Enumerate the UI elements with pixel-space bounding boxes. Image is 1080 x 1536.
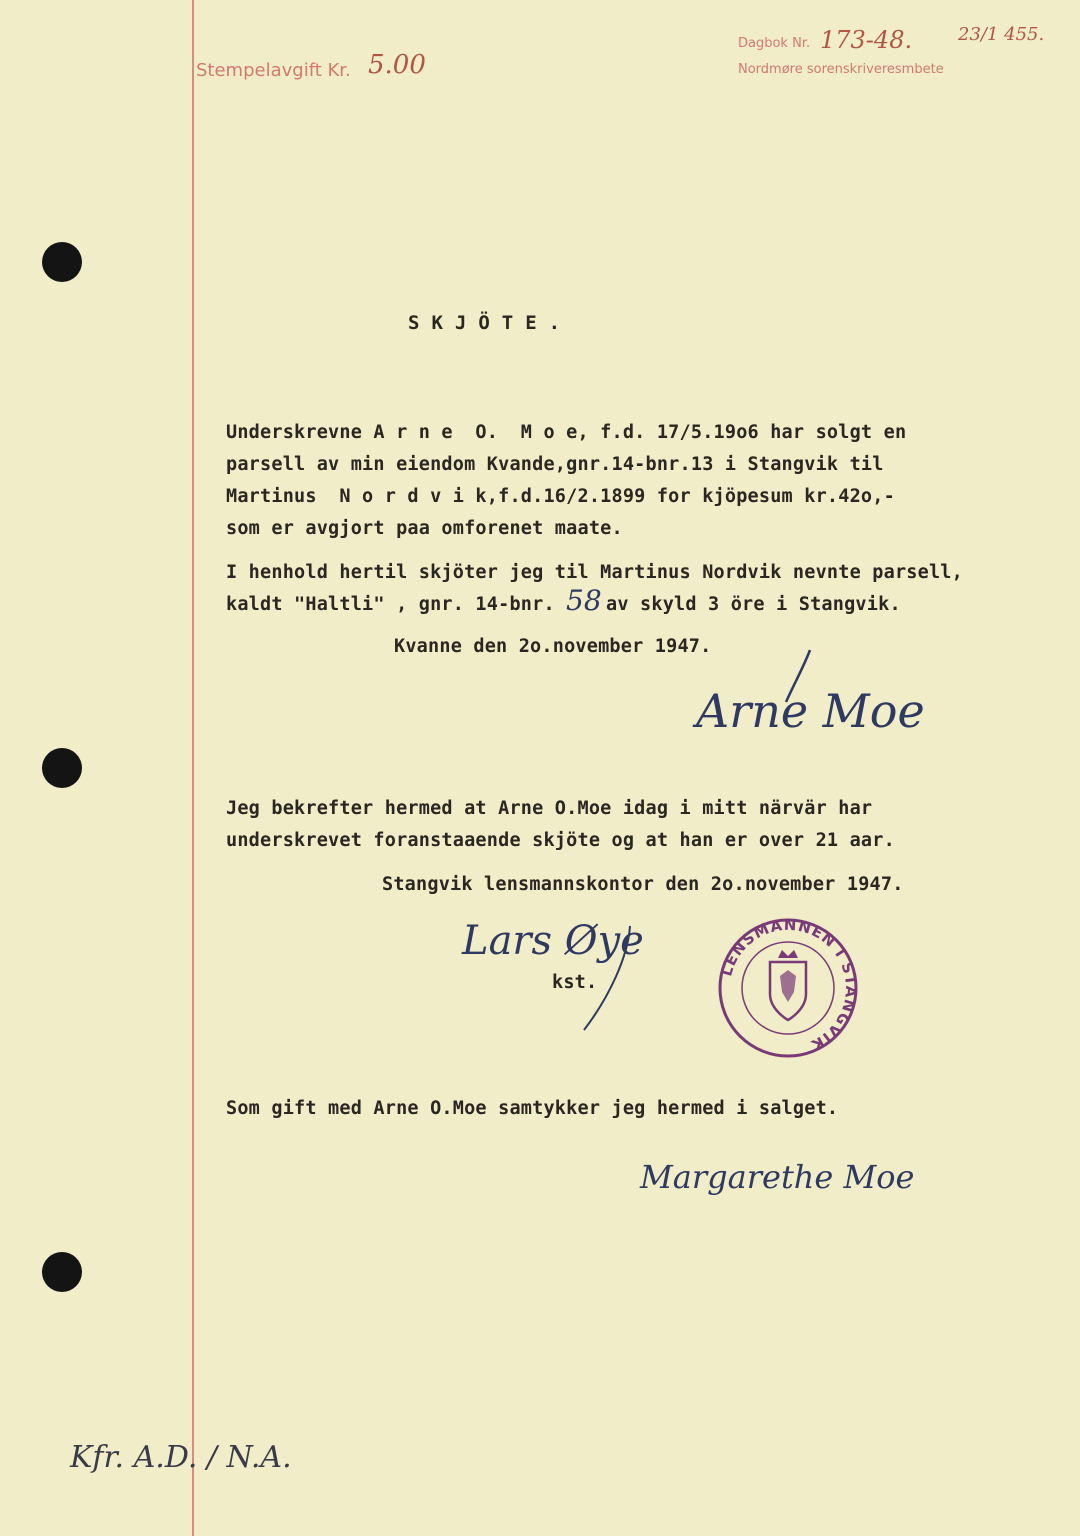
paragraph1-line: som er avgjort paa omforenet maate.: [226, 518, 623, 539]
register-number: 173-48.: [820, 26, 913, 54]
stamp-duty-label: Stempelavgift Kr.: [196, 60, 351, 81]
punch-hole: [42, 1252, 82, 1292]
confirmation-line: underskrevet foranstaaende skjöte og at han er over 21 aar.: [226, 830, 895, 851]
paragraph1-line: Underskrevne A r n e O. M o e, f.d. 17/5.19o6 har solgt en: [226, 422, 907, 443]
margin-line: [192, 0, 194, 1536]
register-label: Dagbok Nr.: [738, 36, 811, 51]
court-name: Nordmøre sorenskriveresmbete: [738, 62, 944, 77]
parcel-number-handwritten: 58: [566, 584, 602, 617]
place-date: Kvanne den 2o.november 1947.: [394, 636, 712, 657]
paragraph2-line: kaldt "Haltli" , gnr. 14-bnr.: [226, 594, 555, 615]
paragraph2-end: av skyld 3 öre i Stangvik.: [606, 594, 901, 615]
signature-spouse: Margarethe Moe: [640, 1158, 915, 1196]
paragraph1-line: parsell av min eiendom Kvande,gnr.14-bnr.13 i Stangvik til: [226, 454, 884, 475]
punch-hole: [42, 242, 82, 282]
consent-line: Som gift med Arne O.Moe samtykker jeg hermed i salget.: [226, 1098, 839, 1119]
seal-text: LENSMANNEN I STANGVIK: [717, 918, 861, 1055]
signature-seller: Arne Moe: [696, 684, 925, 738]
paragraph1-line: Martinus N o r d v i k,f.d.16/2.1899 for kjöpesum kr.42o,-: [226, 486, 895, 507]
document-title: SKJÖTE.: [408, 312, 573, 334]
paragraph2-line: I henhold hertil skjöter jeg til Martinus Nordvik nevnte parsell,: [226, 562, 963, 583]
footer-note: Kfr. A.D. / N.A.: [70, 1440, 292, 1475]
register-date: 23/1 455.: [958, 24, 1045, 45]
punch-hole: [42, 748, 82, 788]
stamp-duty-amount: 5.00: [368, 50, 426, 80]
signature-official: Lars Øye: [462, 918, 644, 964]
office-date: Stangvik lensmannskontor den 2o.november 1947.: [382, 874, 904, 895]
signature-stroke: [780, 646, 820, 706]
official-seal: [708, 918, 868, 1058]
confirmation-line: Jeg bekrefter hermed at Arne O.Moe idag i mitt närvär har: [226, 798, 873, 819]
official-title: kst.: [552, 972, 598, 993]
